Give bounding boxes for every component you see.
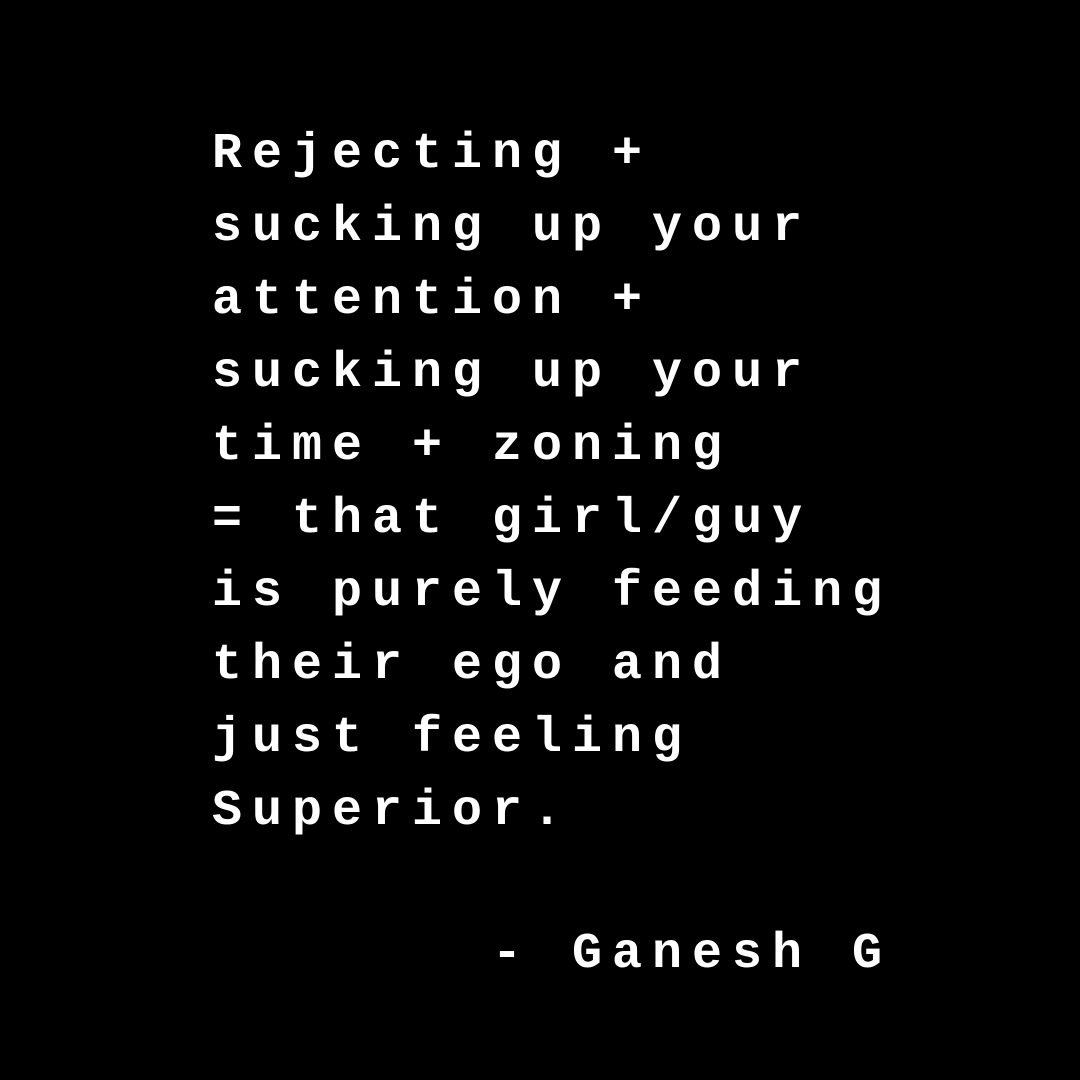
quote-line: attention + xyxy=(212,272,653,329)
quote-line: their ego and xyxy=(212,637,733,694)
author-signature: - Ganesh G xyxy=(492,926,893,983)
quote-text xyxy=(212,118,1032,848)
quote-line: Superior. xyxy=(212,783,573,840)
quote-line: sucking up your xyxy=(212,199,813,256)
quote-line: time + zoning xyxy=(212,418,733,475)
quote-line: just feeling xyxy=(212,710,693,767)
quote-line: Rejecting + xyxy=(212,126,653,183)
quote-line: is purely feeding xyxy=(212,564,893,621)
quote-line: = that girl/guy xyxy=(212,491,813,548)
quote-line: sucking up your xyxy=(212,345,813,402)
